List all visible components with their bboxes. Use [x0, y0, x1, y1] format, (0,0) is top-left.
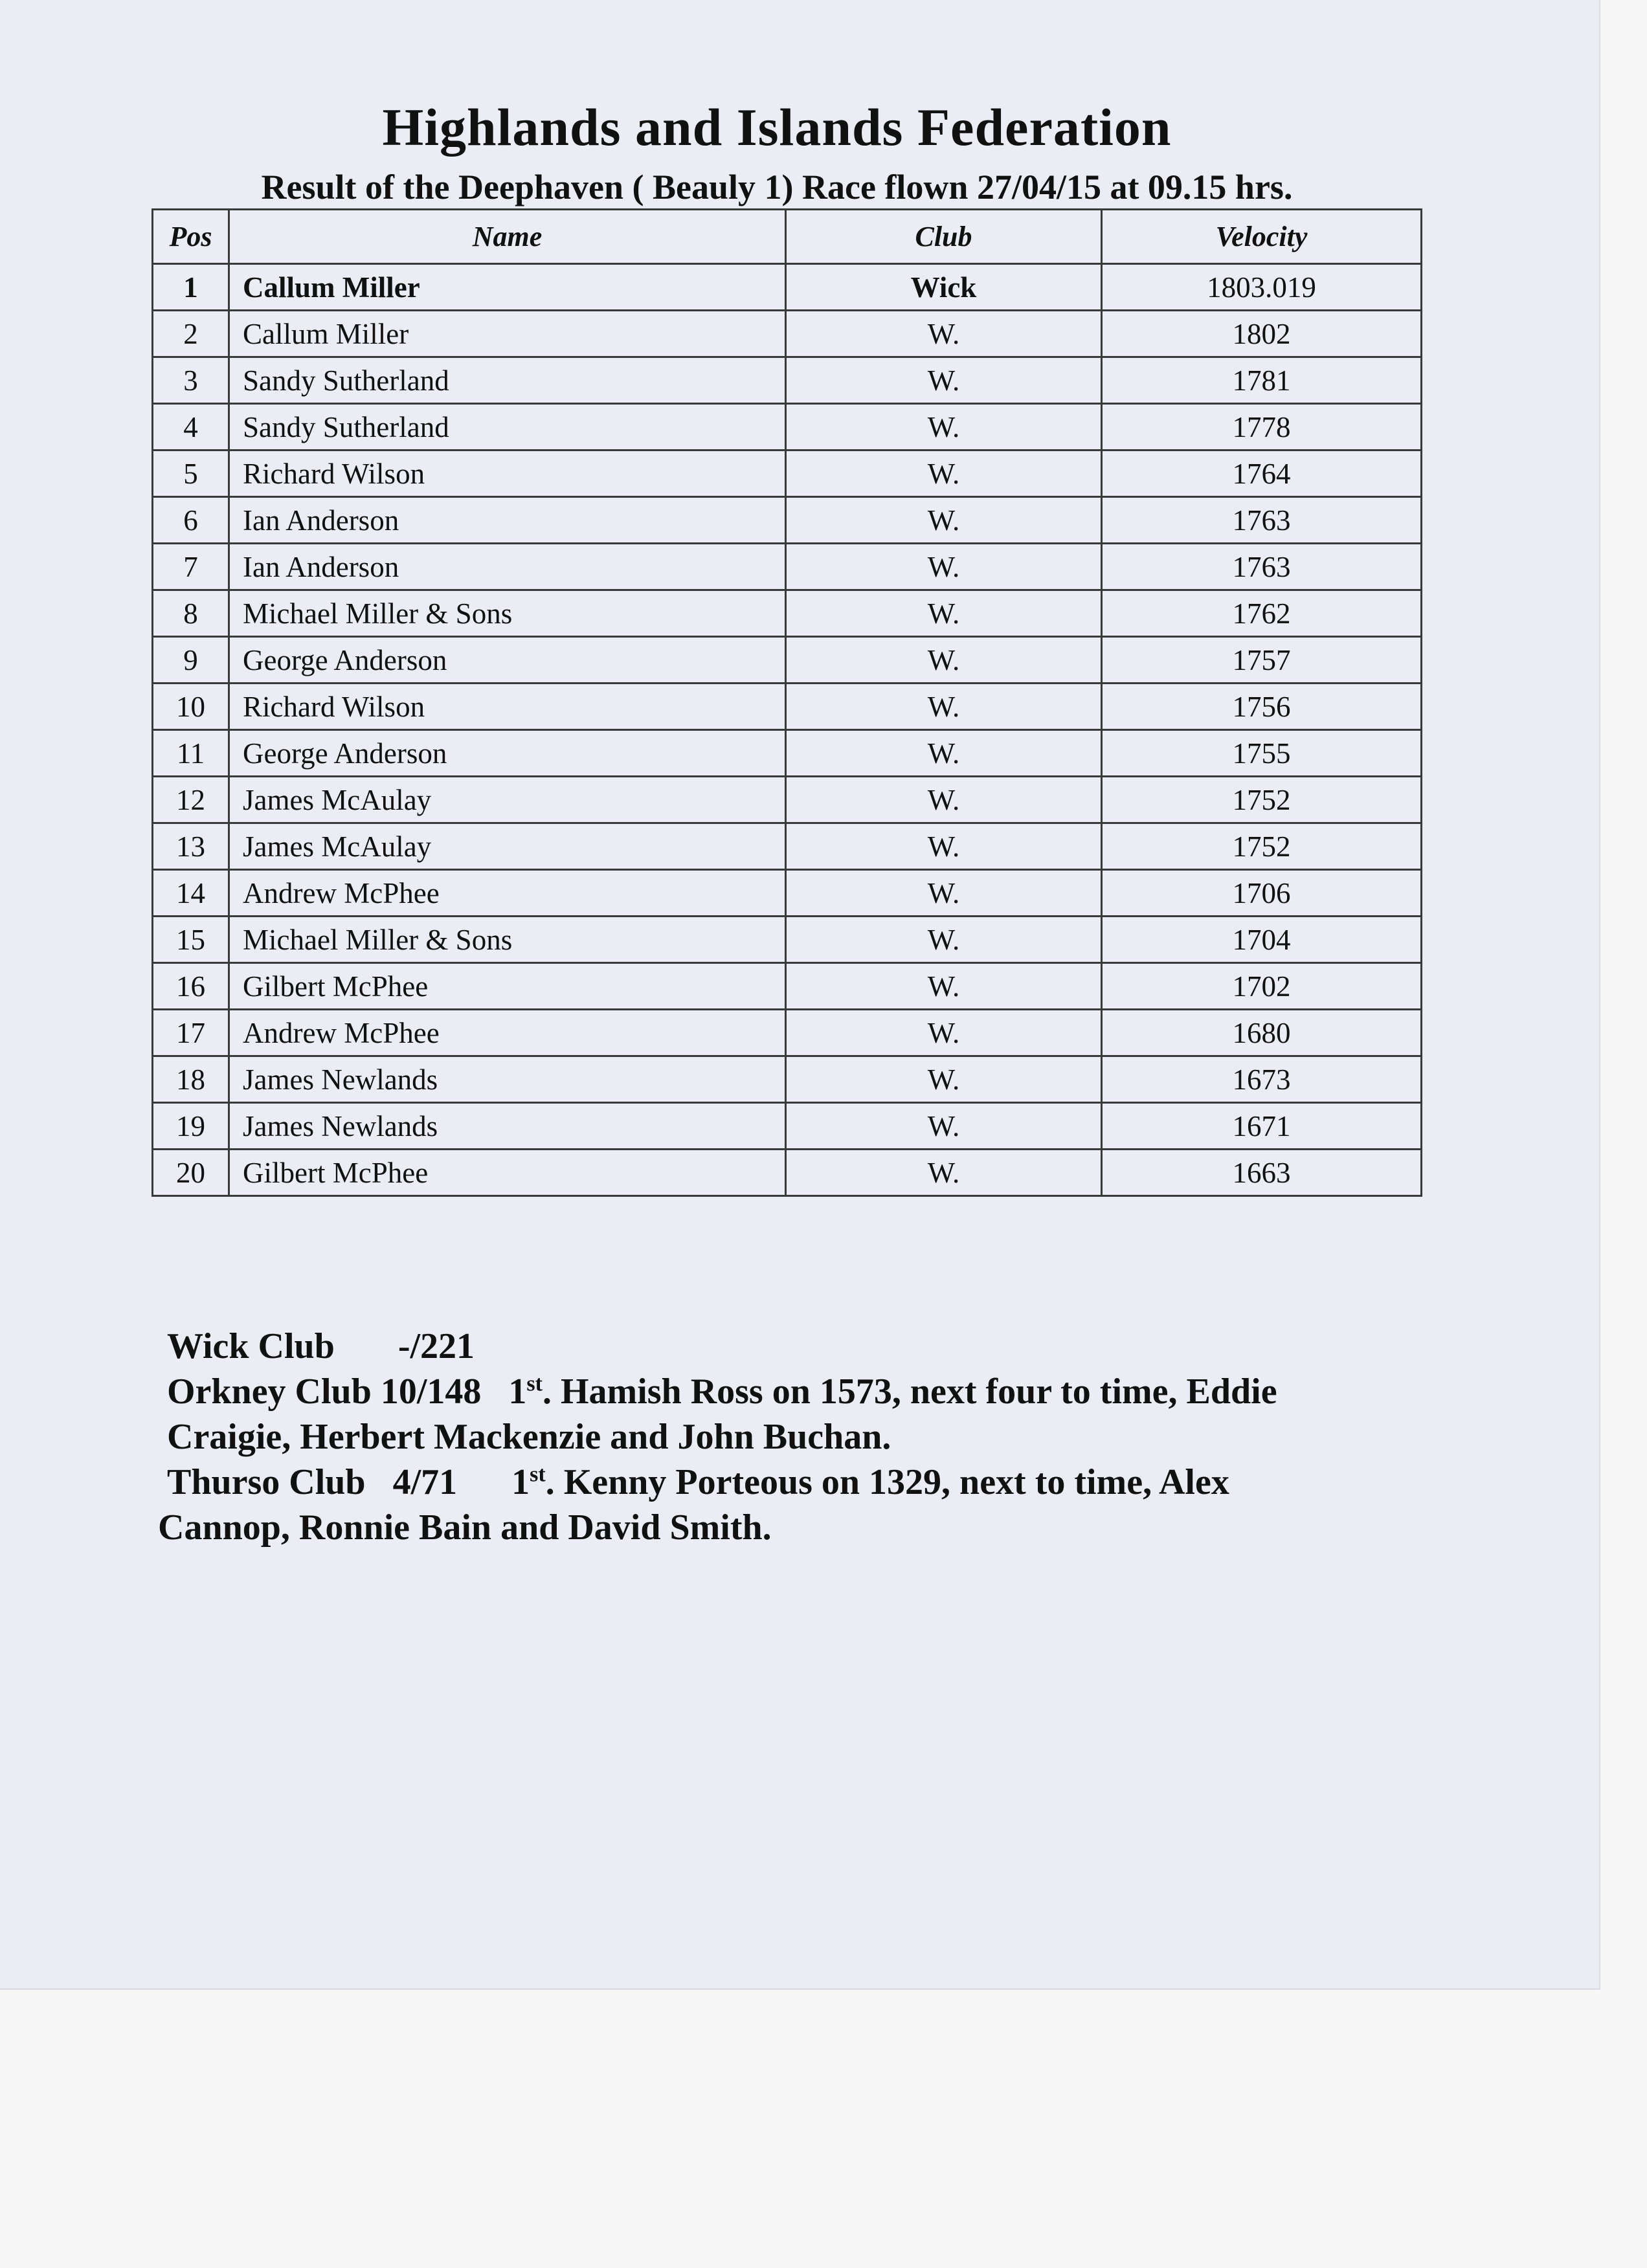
cell-velocity: 1757	[1102, 637, 1422, 684]
cell-velocity: 1763	[1102, 544, 1422, 590]
orkney-ordinal: 1	[508, 1372, 527, 1412]
cell-velocity: 1752	[1102, 823, 1422, 870]
cell-pos: 6	[153, 497, 229, 544]
cell-club: W.	[786, 917, 1102, 963]
cell-club: W.	[786, 730, 1102, 777]
cell-pos: 1	[153, 264, 229, 311]
cell-club: W.	[786, 1103, 1102, 1150]
cell-velocity: 1755	[1102, 730, 1422, 777]
cell-pos: 4	[153, 404, 229, 450]
cell-velocity: 1702	[1102, 963, 1422, 1010]
cell-velocity: 1704	[1102, 917, 1422, 963]
cell-name: Gilbert McPhee	[229, 963, 786, 1010]
cell-name: Andrew McPhee	[229, 870, 786, 917]
cell-club: W.	[786, 357, 1102, 404]
table-row	[153, 404, 1422, 450]
cell-pos: 10	[153, 684, 229, 730]
document-subtitle: Result of the Deephaven ( Beauly 1) Race flown 27/04/15 at 09.15 hrs.	[261, 168, 1293, 206]
cell-club: W.	[786, 963, 1102, 1010]
cell-velocity: 1671	[1102, 1103, 1422, 1150]
thurso-winner-text: . Kenny Porteous on 1329, next to time, Alex	[545, 1462, 1229, 1502]
table-row	[153, 311, 1422, 357]
cell-velocity: 1781	[1102, 357, 1422, 404]
cell-club: W.	[786, 311, 1102, 357]
thurso-club-note-continued: Cannop, Ronnie Bain and David Smith.	[158, 1507, 772, 1548]
wick-club-note	[167, 1324, 1455, 1369]
cell-club: W.	[786, 1150, 1102, 1196]
cell-club: W.	[786, 1010, 1102, 1056]
table-row	[153, 590, 1422, 637]
table-row	[153, 1010, 1422, 1056]
cell-velocity: 1756	[1102, 684, 1422, 730]
table-header-row	[153, 210, 1422, 264]
cell-club: W.	[786, 823, 1102, 870]
document-title: Highlands and Islands Federation	[382, 98, 1172, 157]
orkney-club-note	[167, 1369, 1455, 1414]
results-table	[151, 208, 1422, 1197]
cell-pos: 14	[153, 870, 229, 917]
cell-club: W.	[786, 684, 1102, 730]
cell-name: Callum Miller	[229, 311, 786, 357]
cell-club: Wick	[786, 264, 1102, 311]
table-body	[153, 264, 1422, 1196]
cell-name: Michael Miller & Sons	[229, 590, 786, 637]
orkney-club-count: 10/148	[380, 1372, 482, 1412]
thurso-ordinal-suffix: st	[530, 1462, 546, 1487]
cell-velocity: 1706	[1102, 870, 1422, 917]
table-row	[153, 544, 1422, 590]
cell-name: Andrew McPhee	[229, 1010, 786, 1056]
cell-club: W.	[786, 637, 1102, 684]
cell-pos: 19	[153, 1103, 229, 1150]
cell-club: W.	[786, 404, 1102, 450]
cell-name: James McAulay	[229, 777, 786, 823]
thurso-club-count: 4/71	[392, 1462, 458, 1502]
cell-name: Sandy Sutherland	[229, 404, 786, 450]
cell-name: Sandy Sutherland	[229, 357, 786, 404]
cell-club: W.	[786, 544, 1102, 590]
cell-velocity: 1663	[1102, 1150, 1422, 1196]
cell-name: James Newlands	[229, 1103, 786, 1150]
cell-name: George Anderson	[229, 637, 786, 684]
table-row	[153, 1056, 1422, 1103]
table-row	[153, 730, 1422, 777]
thurso-club-name: Thurso Club	[167, 1462, 366, 1502]
cell-velocity: 1680	[1102, 1010, 1422, 1056]
thurso-ordinal: 1	[511, 1462, 530, 1502]
header-club: Club	[786, 210, 1102, 264]
table-row	[153, 1150, 1422, 1196]
cell-pos: 13	[153, 823, 229, 870]
table-row	[153, 357, 1422, 404]
cell-club: W.	[786, 777, 1102, 823]
cell-velocity: 1763	[1102, 497, 1422, 544]
wick-club-count: -/221	[398, 1326, 475, 1366]
cell-name: Callum Miller	[229, 264, 786, 311]
table-row	[153, 777, 1422, 823]
header-velocity: Velocity	[1102, 210, 1422, 264]
cell-pos: 11	[153, 730, 229, 777]
cell-pos: 12	[153, 777, 229, 823]
cell-velocity: 1764	[1102, 450, 1422, 497]
orkney-winner-text: . Hamish Ross on 1573, next four to time, Eddie	[542, 1372, 1277, 1412]
cell-club: W.	[786, 590, 1102, 637]
cell-club: W.	[786, 450, 1102, 497]
table-row	[153, 963, 1422, 1010]
club-notes	[158, 1324, 1455, 1550]
table-row	[153, 870, 1422, 917]
cell-name: Richard Wilson	[229, 450, 786, 497]
cell-pos: 9	[153, 637, 229, 684]
table-row	[153, 1103, 1422, 1150]
cell-name: Ian Anderson	[229, 544, 786, 590]
cell-name: James Newlands	[229, 1056, 786, 1103]
cell-pos: 2	[153, 311, 229, 357]
cell-pos: 20	[153, 1150, 229, 1196]
cell-name: George Anderson	[229, 730, 786, 777]
cell-club: W.	[786, 497, 1102, 544]
cell-velocity: 1802	[1102, 311, 1422, 357]
cell-name: Ian Anderson	[229, 497, 786, 544]
cell-pos: 16	[153, 963, 229, 1010]
thurso-club-note	[167, 1460, 1455, 1505]
cell-name: James McAulay	[229, 823, 786, 870]
cell-velocity: 1803.019	[1102, 264, 1422, 311]
header-pos: Pos	[153, 210, 229, 264]
cell-velocity: 1762	[1102, 590, 1422, 637]
cell-pos: 18	[153, 1056, 229, 1103]
table-row	[153, 917, 1422, 963]
cell-pos: 17	[153, 1010, 229, 1056]
cell-pos: 7	[153, 544, 229, 590]
header-name: Name	[229, 210, 786, 264]
table-row	[153, 637, 1422, 684]
orkney-club-name: Orkney Club	[167, 1372, 372, 1412]
cell-club: W.	[786, 870, 1102, 917]
table-row	[153, 450, 1422, 497]
cell-velocity: 1778	[1102, 404, 1422, 450]
cell-club: W.	[786, 1056, 1102, 1103]
cell-pos: 3	[153, 357, 229, 404]
cell-velocity: 1752	[1102, 777, 1422, 823]
table-row	[153, 497, 1422, 544]
cell-pos: 15	[153, 917, 229, 963]
table-row	[153, 264, 1422, 311]
wick-club-name: Wick Club	[167, 1326, 335, 1366]
cell-name: Gilbert McPhee	[229, 1150, 786, 1196]
cell-name: Michael Miller & Sons	[229, 917, 786, 963]
cell-velocity: 1673	[1102, 1056, 1422, 1103]
orkney-ordinal-suffix: st	[526, 1372, 543, 1396]
orkney-club-note-continued: Craigie, Herbert Mackenzie and John Buchan.	[167, 1417, 891, 1457]
cell-pos: 8	[153, 590, 229, 637]
cell-name: Richard Wilson	[229, 684, 786, 730]
table-row	[153, 823, 1422, 870]
cell-pos: 5	[153, 450, 229, 497]
table-row	[153, 684, 1422, 730]
